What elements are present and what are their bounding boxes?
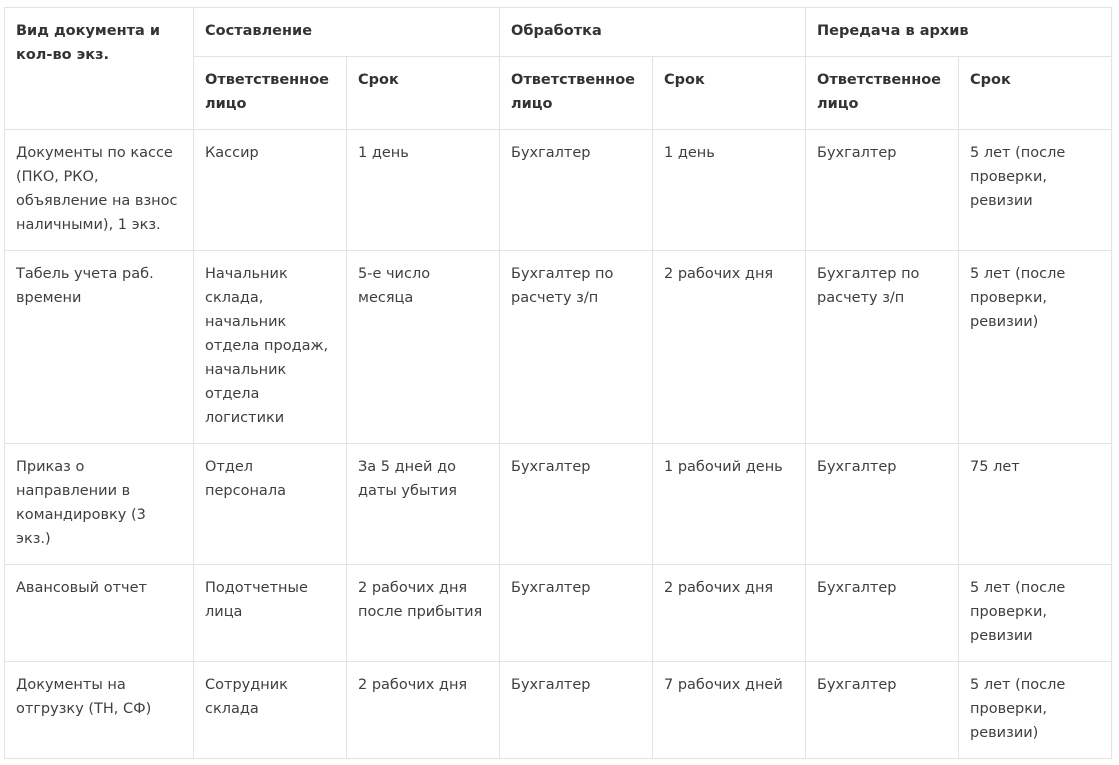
- cell-archive-responsible: Бухгалтер: [806, 444, 959, 565]
- cell-compile-responsible: Начальник склада, начальник отдела продаж, начальник отдела логистики: [194, 251, 347, 444]
- table-row: [5, 130, 1112, 251]
- cell-archive-responsible: Бухгалтер: [806, 565, 959, 662]
- table-row: [5, 662, 1112, 759]
- header-process-term: Срок: [653, 57, 806, 130]
- table-row: [5, 444, 1112, 565]
- header-archive-responsible: Ответственное лицо: [806, 57, 959, 130]
- cell-compile-term: 1 день: [347, 130, 500, 251]
- cell-doc: Авансовый отчет: [5, 565, 194, 662]
- cell-process-term: 1 день: [653, 130, 806, 251]
- cell-compile-responsible: Сотрудник склада: [194, 662, 347, 759]
- cell-process-responsible: Бухгалтер: [500, 444, 653, 565]
- header-archive-term: Срок: [959, 57, 1112, 130]
- header-doc-type: Вид документа и кол-во экз.: [5, 8, 194, 130]
- table-header: [5, 8, 1112, 130]
- table-body: [5, 130, 1112, 759]
- header-group-archive: Передача в архив: [806, 8, 1112, 57]
- header-row-groups: [5, 8, 1112, 57]
- cell-archive-term: 5 лет (после проверки, ревизии: [959, 565, 1112, 662]
- cell-archive-term: 75 лет: [959, 444, 1112, 565]
- cell-archive-responsible: Бухгалтер по расчету з/п: [806, 251, 959, 444]
- cell-compile-term: За 5 дней до даты убытия: [347, 444, 500, 565]
- cell-process-responsible: Бухгалтер: [500, 565, 653, 662]
- cell-archive-term: 5 лет (после проверки, ревизии: [959, 130, 1112, 251]
- cell-archive-responsible: Бухгалтер: [806, 130, 959, 251]
- cell-doc: Приказ о направлении в командировку (3 экз.): [5, 444, 194, 565]
- cell-archive-term: 5 лет (после проверки, ревизии): [959, 662, 1112, 759]
- header-compile-responsible: Ответственное лицо: [194, 57, 347, 130]
- cell-doc: Табель учета раб. времени: [5, 251, 194, 444]
- cell-compile-responsible: Отдел персонала: [194, 444, 347, 565]
- document-workflow-table: [4, 7, 1112, 759]
- cell-archive-responsible: Бухгалтер: [806, 662, 959, 759]
- cell-process-term: 1 рабочий день: [653, 444, 806, 565]
- header-compile-term: Срок: [347, 57, 500, 130]
- cell-doc: Документы по кассе (ПКО, РКО, объявление на взнос наличными), 1 экз.: [5, 130, 194, 251]
- cell-process-term: 7 рабочих дней: [653, 662, 806, 759]
- cell-process-term: 2 рабочих дня: [653, 251, 806, 444]
- cell-process-term: 2 рабочих дня: [653, 565, 806, 662]
- table-row: [5, 565, 1112, 662]
- cell-doc: Документы на отгрузку (ТН, СФ): [5, 662, 194, 759]
- table-row: [5, 251, 1112, 444]
- cell-process-responsible: Бухгалтер: [500, 130, 653, 251]
- cell-compile-responsible: Подотчетные лица: [194, 565, 347, 662]
- header-group-compile: Составление: [194, 8, 500, 57]
- cell-process-responsible: Бухгалтер: [500, 662, 653, 759]
- cell-compile-term: 5-е число месяца: [347, 251, 500, 444]
- cell-compile-responsible: Кассир: [194, 130, 347, 251]
- cell-compile-term: 2 рабочих дня: [347, 662, 500, 759]
- cell-archive-term: 5 лет (после проверки, ревизии): [959, 251, 1112, 444]
- cell-compile-term: 2 рабочих дня после прибытия: [347, 565, 500, 662]
- cell-process-responsible: Бухгалтер по расчету з/п: [500, 251, 653, 444]
- header-process-responsible: Ответственное лицо: [500, 57, 653, 130]
- header-group-process: Обработка: [500, 8, 806, 57]
